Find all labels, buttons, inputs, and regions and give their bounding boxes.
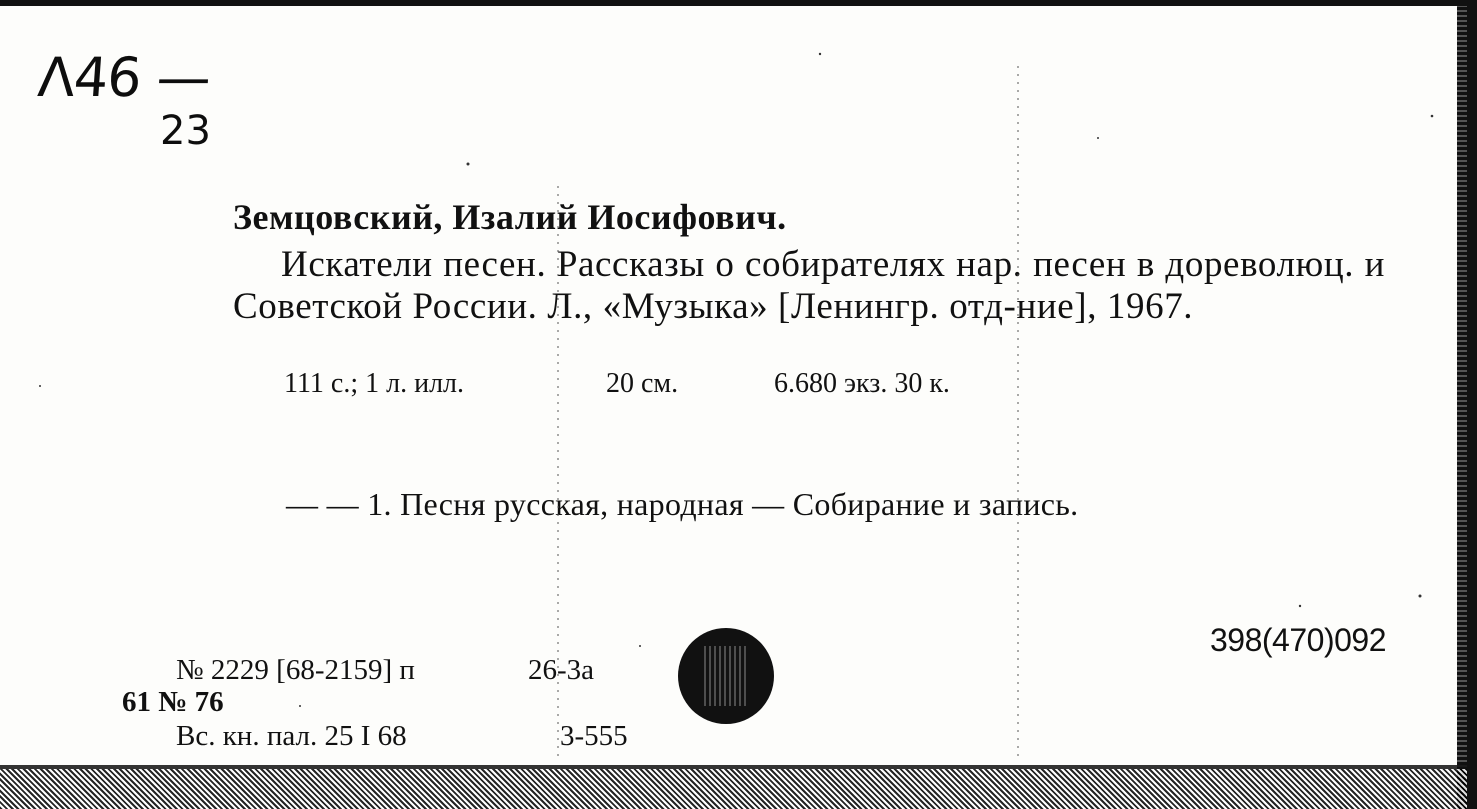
classification-number: 398(470)092	[1210, 622, 1386, 658]
subject-heading: — — 1. Песня русская, народная — Собирание и запись.	[286, 486, 1079, 522]
collation-pages: 111 с.; 1 л. илл.	[284, 368, 465, 399]
collation-print-run: 6.680 экз. 30 к.	[774, 368, 950, 399]
scan-specks	[0, 6, 1467, 766]
card-code: 26-3а	[528, 654, 595, 686]
handwritten-shelfmark: Λ46 —	[35, 46, 213, 109]
book-chamber-line: Вс. кн. пал. 25 I 68	[176, 720, 407, 752]
card-bottom-edge	[0, 765, 1467, 809]
card-number: № 2229 [68-2159] п	[176, 654, 415, 686]
title-description: Искатели песен. Рассказы о собирателях нар. песен в дореволюц. и Советской России. Л., «Музыка» [Ленингр. отд-ние], 1967.	[233, 244, 1385, 327]
handwritten-shelfmark-number: 23	[160, 108, 211, 154]
collation-size: 20 см.	[606, 368, 679, 399]
author-heading: Земцовский, Изалий Иосифович.	[233, 197, 787, 237]
order-code: 3-555	[560, 720, 628, 752]
series-number: 61 № 76	[122, 686, 224, 718]
